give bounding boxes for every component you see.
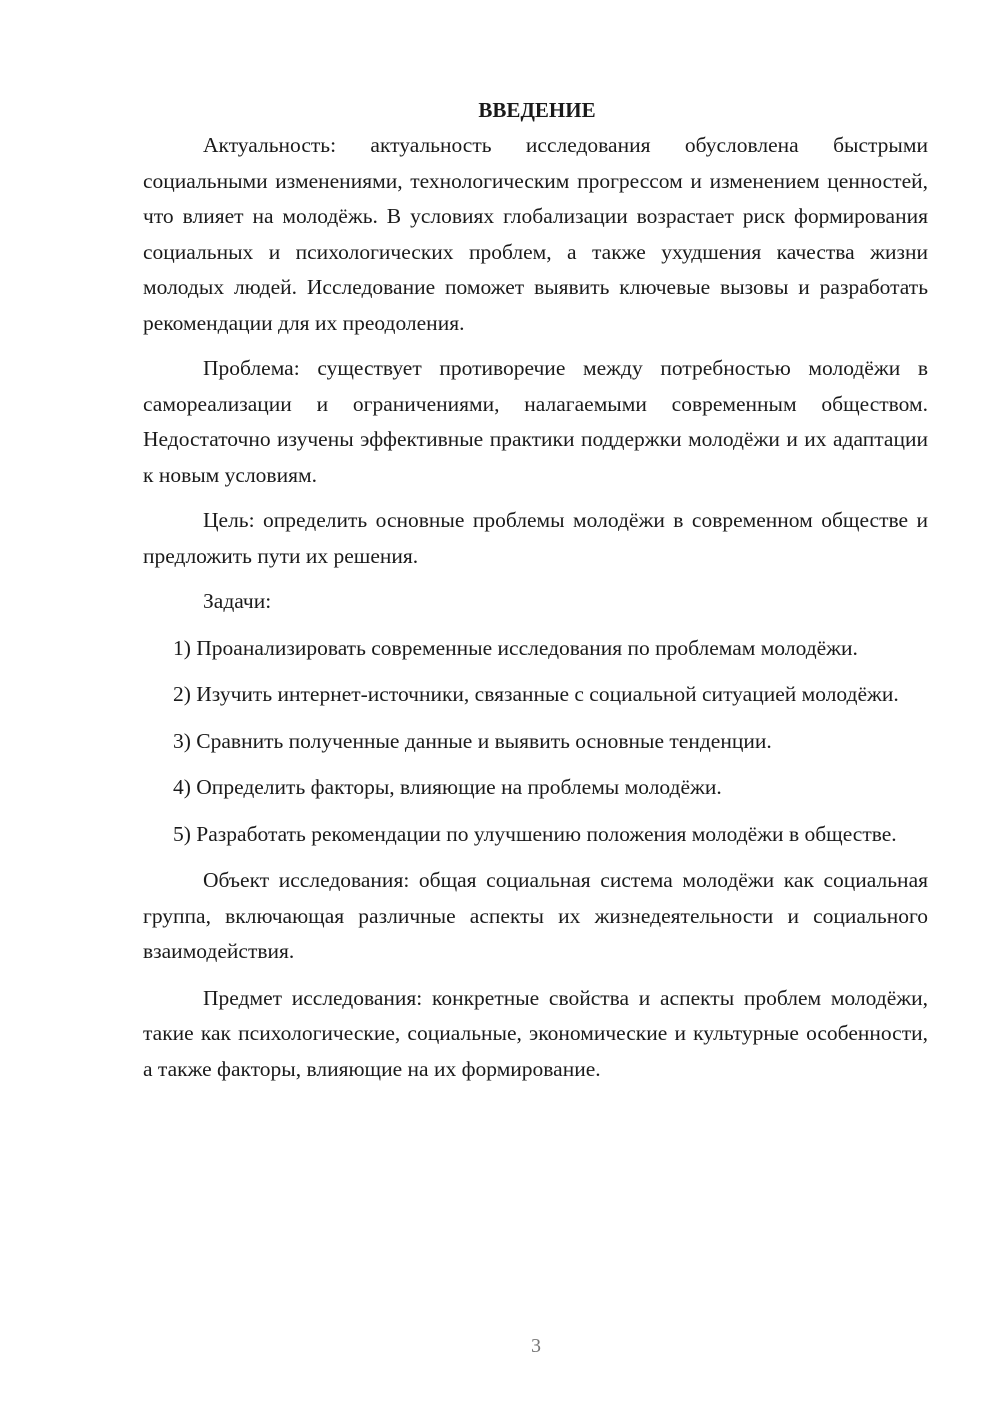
page-number: 3 [531,1335,541,1357]
page-content [143,93,928,1087]
tasks-label: Задачи: [203,589,272,613]
task-item-1: 1) Проанализировать современные исследования по проблемам молодёжи. [173,635,858,660]
relevance-paragraph: Актуальность: актуальность исследования обусловлена быстрыми социальными изменениями, технологическим прогрессом и изменением ценностей, что влияет на молодёжь. В условиях глобализации возрастает риск формирования социальных и психологических проблем, а также ухудшения качества жизни молодых людей. Исследование поможет выявить ключевые вызовы и разработать рекомендации для их преодоления. [143,133,928,335]
task-item-4: 4) Определить факторы, влияющие на проблемы молодёжи. [173,775,722,799]
problem-paragraph: Проблема: существует противоречие между потребностью молодёжи в самореализации и ограничениями, налагаемыми современным обществом. Недостаточно изучены эффективные практики поддержки молодёжи и их адаптации к новым условиям. [143,356,928,487]
section-heading: ВВЕДЕНИЕ [478,98,596,122]
object-paragraph: Объект исследования: общая социальная система молодёжи как социальная группа, включающая различные аспекты их жизнедеятельности и социального взаимодействия. [143,868,928,963]
task-item-3: 3) Сравнить полученные данные и выявить основные тенденции. [173,728,772,753]
goal-paragraph: Цель: определить основные проблемы молодёжи в современном обществе и предложить пути их решения. [143,508,928,568]
subject-paragraph: Предмет исследования: конкретные свойства и аспекты проблем молодёжи, такие как психологические, социальные, экономические и культурные особенности, а также факторы, влияющие на их формирование. [143,985,928,1081]
task-item-5: 5) Разработать рекомендации по улучшению положения молодёжи в обществе. [173,821,897,846]
task-item-2: 2) Изучить интернет-источники, связанные с социальной ситуацией молодёжи. [173,682,899,706]
